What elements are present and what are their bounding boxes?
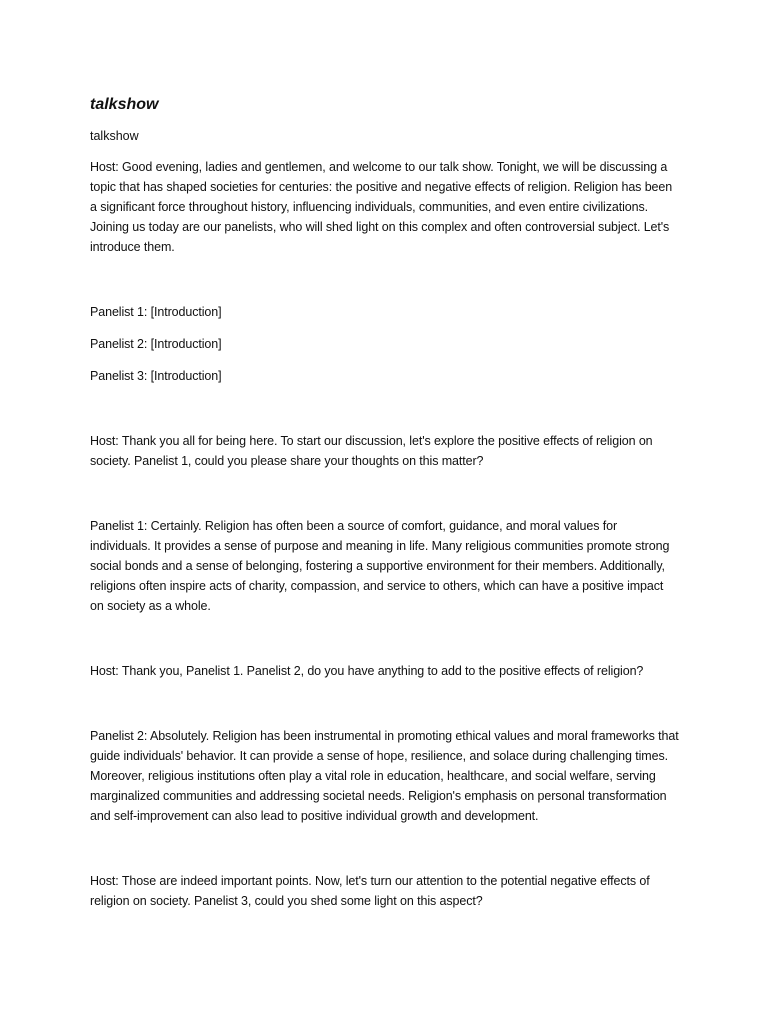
panelist-2-response: Panelist 2: Absolutely. Religion has been instrumental in promoting ethical values and moral frameworks that guide individuals' behavior. It can provide a sense of hope, resilience, and solace during challenging times. Moreover, religious institutions often play a vital role in education, healthcare, and social welfare, serving marginalized communities and addressing societal needs. Religion's emphasis on personal transformation and self-improvement can also lead to positive individual growth and development. [90,729,679,823]
host-question-negative: Host: Those are indeed important points. Now, let's turn our attention to the potential negative effects of religion on society. Panelist 3, could you shed some light on this aspect? [90,874,650,908]
panelist-3-intro: Panelist 3: [Introduction] [90,369,222,383]
panelist-1-intro: Panelist 1: [Introduction] [90,305,222,319]
document-page [90,94,680,911]
document-title: talkshow [90,96,159,113]
document-subtitle: talkshow [90,129,139,143]
panelist-1-response: Panelist 1: Certainly. Religion has often been a source of comfort, guidance, and moral values for individuals. It provides a sense of purpose and meaning in life. Many religious communities promote strong social bonds and a sense of belonging, fostering a supportive environment for their members. Additionally, religions often inspire acts of charity, compassion, and service to others, which can have a positive impact on society as a whole. [90,519,670,613]
host-opening-paragraph: Host: Good evening, ladies and gentlemen, and welcome to our talk show. Tonight, we will be discussing a topic that has shaped societies for centuries: the positive and negative effects of religion. Religion has been a significant force throughout history, influencing individuals, communities, and even entire civilizations. Joining us today are our panelists, who will shed light on this complex and often controversial subject. Let's introduce them. [90,160,673,254]
panelist-2-intro: Panelist 2: [Introduction] [90,337,222,351]
host-question-positive: Host: Thank you all for being here. To start our discussion, let's explore the positive effects of religion on society. Panelist 1, could you please share your thoughts on this matter? [90,434,653,468]
host-followup: Host: Thank you, Panelist 1. Panelist 2, do you have anything to add to the positive effects of religion? [90,664,644,678]
